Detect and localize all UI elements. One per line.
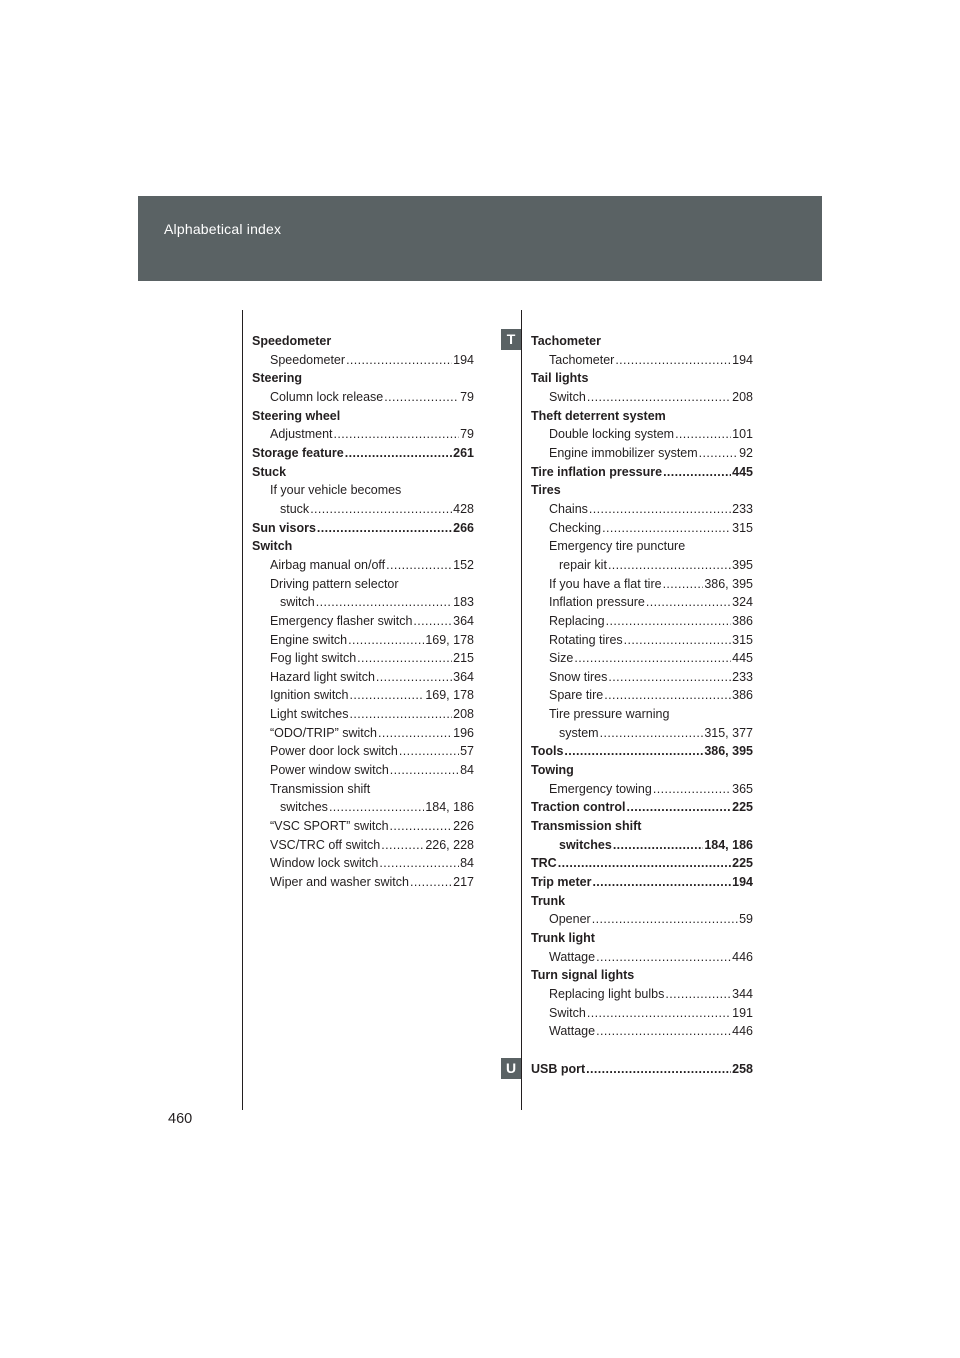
dot-leader: [600, 724, 704, 743]
index-entry-term: Airbag manual on/off: [270, 557, 386, 572]
index-entry-term: Double locking system: [549, 427, 675, 442]
index-entry-page: 57: [460, 744, 474, 759]
index-entry-term: Speedometer: [252, 334, 332, 348]
index-entry: [252, 742, 474, 761]
index-entry-page: 324: [732, 595, 753, 610]
index-entry: [252, 500, 474, 519]
index-entry: [531, 537, 753, 556]
index-entry: [531, 481, 753, 500]
section-gap: [531, 1041, 753, 1060]
index-entry-page: 79: [460, 427, 474, 442]
index-entry: [252, 444, 474, 463]
index-entry: [252, 369, 474, 388]
index-entry: [252, 649, 474, 668]
index-entry: [531, 444, 753, 463]
index-entry: [252, 463, 474, 482]
index-entry-term: Sun visors: [252, 520, 316, 535]
index-entry-term: Transmission shift: [531, 819, 642, 834]
index-entry-term: Power door lock switch: [270, 744, 398, 759]
index-entry: [531, 500, 753, 519]
index-entry-term: Tire pressure warning: [549, 707, 670, 722]
letter-tab-u: U: [501, 1058, 521, 1079]
dot-leader: [699, 444, 738, 463]
dot-leader: [348, 631, 424, 650]
index-entry-page: 395: [732, 557, 753, 572]
index-entry: [252, 836, 474, 855]
index-entry-page: 446: [732, 1024, 753, 1039]
dot-leader: [564, 742, 703, 761]
index-entry-page: 152: [453, 557, 474, 572]
index-entry-term: Adjustment: [270, 427, 333, 442]
index-entry: [531, 892, 753, 911]
index-entry: [531, 929, 753, 948]
dot-leader: [334, 425, 460, 444]
index-entry: [252, 668, 474, 687]
index-entry: [252, 631, 474, 650]
index-entry-page: 225: [732, 856, 753, 871]
index-entry: [252, 593, 474, 612]
index-entry-term: Inflation pressure: [549, 595, 645, 610]
index-entry-page: 365: [732, 781, 753, 796]
index-entry: [252, 724, 474, 743]
index-entry: [252, 556, 474, 575]
index-entry: [531, 798, 753, 817]
index-entry-term: “VSC SPORT” switch: [270, 819, 389, 834]
index-entry-term: Engine switch: [270, 632, 348, 647]
index-entry: [531, 1060, 753, 1079]
dot-leader: [626, 798, 731, 817]
dot-leader: [357, 649, 452, 668]
index-entry-term: If your vehicle becomes: [270, 483, 402, 498]
index-entry: [531, 817, 753, 836]
index-entry: [252, 575, 474, 594]
index-entry: [531, 425, 753, 444]
index-entry-term: Rotating tires: [549, 632, 623, 647]
index-entry-term: Driving pattern selector: [270, 576, 399, 591]
index-entry-page: 194: [732, 875, 753, 890]
index-entry-term: Column lock release: [270, 389, 384, 404]
index-entry-page: 428: [453, 501, 474, 516]
index-entry-term: Chains: [549, 501, 588, 516]
dot-leader: [574, 649, 731, 668]
index-entry-term: Tires: [531, 483, 561, 498]
index-entry: [531, 1022, 753, 1041]
right-column-rule: [521, 310, 522, 1110]
index-entry-term: Opener: [549, 912, 591, 927]
index-entry-page: 84: [460, 763, 474, 778]
index-entry-page: 261: [453, 445, 474, 460]
index-entry-term: If you have a flat tire: [549, 576, 662, 591]
index-entry-page: 315, 377: [704, 725, 753, 740]
index-entry: [531, 463, 753, 482]
index-entry-page: 184, 186: [425, 800, 474, 815]
index-entry-term: Power window switch: [270, 763, 389, 778]
index-entry-term: Fog light switch: [270, 651, 357, 666]
index-entry-term: Wiper and washer switch: [270, 875, 409, 890]
index-entry-term: Replacing: [549, 613, 605, 628]
index-entry: [531, 1004, 753, 1023]
section-title: Alphabetical index: [164, 221, 282, 237]
index-entry-page: 386, 395: [704, 576, 753, 591]
dot-leader: [589, 500, 731, 519]
dot-leader: [381, 836, 424, 855]
index-entry-term: switch: [280, 595, 315, 610]
dot-leader: [663, 575, 704, 594]
index-entry-term: Stuck: [252, 464, 287, 479]
index-entry-term: Switch: [252, 539, 293, 554]
index-entry-term: Towing: [531, 763, 574, 778]
dot-leader: [665, 985, 731, 1004]
index-entry-term: Transmission shift: [270, 781, 371, 796]
dot-leader: [606, 612, 732, 631]
index-entry-term: TRC: [531, 856, 557, 871]
index-entry-term: stuck: [280, 501, 310, 516]
index-entry-page: 191: [732, 1005, 753, 1020]
index-entry-term: Wattage: [549, 949, 596, 964]
index-entry-term: Theft deterrent system: [531, 408, 666, 423]
index-entry-term: Size: [549, 651, 574, 666]
index-entry: [531, 593, 753, 612]
index-entry-page: 258: [732, 1061, 753, 1076]
index-entry-page: 101: [732, 427, 753, 442]
index-entry-page: 169, 178: [425, 632, 474, 647]
index-entry: [252, 519, 474, 538]
index-entry-term: Steering: [252, 371, 303, 386]
index-entry: [252, 817, 474, 836]
index-entry: [252, 425, 474, 444]
index-entry-page: 215: [453, 651, 474, 666]
index-entry-term: “ODO/TRIP” switch: [270, 725, 377, 740]
index-entry-page: 194: [732, 352, 753, 367]
index-entry-page: 364: [453, 613, 474, 628]
index-entry: [531, 407, 753, 426]
index-entry: [531, 780, 753, 799]
index-entry-page: 226, 228: [425, 837, 474, 852]
dot-leader: [399, 742, 459, 761]
index-entry: [252, 388, 474, 407]
dot-leader: [558, 854, 731, 873]
dot-leader: [376, 668, 452, 687]
index-entry-term: Emergency towing: [549, 781, 652, 796]
index-entry-page: 233: [732, 669, 753, 684]
dot-leader: [329, 798, 424, 817]
index-entry-page: 233: [732, 501, 753, 516]
index-entry-term: Switch: [549, 1005, 586, 1020]
index-entry-term: Emergency flasher switch: [270, 613, 413, 628]
index-entry: [531, 649, 753, 668]
index-entry: [531, 948, 753, 967]
index-entry-page: 386: [732, 613, 753, 628]
index-entry-term: Tire inflation pressure: [531, 464, 663, 479]
index-entry: [531, 351, 753, 370]
index-entry: [531, 836, 753, 855]
index-entry: [252, 351, 474, 370]
index-entry: [252, 332, 474, 351]
index-entry-page: 445: [732, 651, 753, 666]
index-entry: [252, 780, 474, 799]
index-entry: [531, 761, 753, 780]
index-entry-term: repair kit: [559, 557, 607, 572]
index-entry: [531, 388, 753, 407]
index-entry-page: 315: [732, 632, 753, 647]
dot-leader: [345, 444, 452, 463]
index-entry: [531, 612, 753, 631]
index-entry-term: Spare tire: [549, 688, 604, 703]
index-entry-page: 184, 186: [704, 837, 753, 852]
index-entry-term: Tachometer: [549, 352, 615, 367]
index-entry: [252, 798, 474, 817]
index-entry: [252, 761, 474, 780]
dot-leader: [346, 351, 452, 370]
index-entry-page: 445: [732, 464, 753, 479]
index-entry: [252, 686, 474, 705]
dot-leader: [350, 686, 425, 705]
index-entry-term: Engine immobilizer system: [549, 445, 698, 460]
index-entry-page: 225: [732, 800, 753, 815]
index-entry-term: Trunk: [531, 893, 566, 908]
dot-leader: [386, 556, 452, 575]
index-entry-term: Switch: [549, 389, 586, 404]
index-entry-page: 344: [732, 986, 753, 1001]
index-entry: [531, 985, 753, 1004]
index-entry: [531, 332, 753, 351]
index-entry-term: Wattage: [549, 1024, 596, 1039]
dot-leader: [384, 388, 459, 407]
index-entry-page: 386: [732, 688, 753, 703]
index-entry: [252, 481, 474, 500]
index-entry: [252, 873, 474, 892]
index-entry-term: Trunk light: [531, 931, 595, 945]
index-entry: [531, 910, 753, 929]
index-column-right: [531, 332, 753, 1079]
letter-tab-t: T: [501, 329, 521, 350]
dot-leader: [675, 425, 731, 444]
dot-leader: [310, 500, 452, 519]
index-entry-term: USB port: [531, 1061, 586, 1076]
index-entry-term: Speedometer: [270, 352, 346, 367]
index-entry-term: VSC/TRC off switch: [270, 837, 381, 852]
index-entry-page: 92: [739, 445, 753, 460]
dot-leader: [608, 556, 731, 575]
index-entry-term: Traction control: [531, 800, 626, 815]
index-entry-term: Tachometer: [531, 334, 601, 348]
dot-leader: [587, 1004, 731, 1023]
index-entry-term: Steering wheel: [252, 408, 341, 423]
dot-leader: [413, 612, 452, 631]
dot-leader: [596, 948, 731, 967]
dot-leader: [653, 780, 731, 799]
index-column-left: [252, 332, 474, 892]
dot-leader: [410, 873, 452, 892]
index-entry: [252, 705, 474, 724]
index-entry: [252, 537, 474, 556]
index-entry: [531, 873, 753, 892]
index-entry-page: 364: [453, 669, 474, 684]
index-entry: [531, 369, 753, 388]
index-entry-page: 315: [732, 520, 753, 535]
index-entry: [531, 519, 753, 538]
dot-leader: [592, 910, 738, 929]
index-entry: [531, 854, 753, 873]
dot-leader: [317, 519, 452, 538]
index-entry-page: 266: [453, 520, 474, 535]
index-entry-page: 446: [732, 949, 753, 964]
index-entry: [531, 631, 753, 650]
header-band: [138, 196, 822, 281]
index-entry: [531, 556, 753, 575]
index-entry: [252, 407, 474, 426]
page-number: 460: [168, 1111, 193, 1127]
left-column-rule: [242, 310, 243, 1110]
index-entry-term: Replacing light bulbs: [549, 986, 665, 1001]
dot-leader: [604, 686, 731, 705]
dot-leader: [592, 873, 731, 892]
index-entry-page: 196: [453, 725, 474, 740]
index-entry-page: 194: [453, 352, 474, 367]
index-entry-term: Turn signal lights: [531, 968, 635, 983]
index-entry-term: Tail lights: [531, 371, 589, 386]
dot-leader: [379, 854, 459, 873]
dot-leader: [316, 593, 452, 612]
index-entry: [531, 575, 753, 594]
index-entry-term: Checking: [549, 520, 602, 535]
index-entry-page: 386, 395: [704, 744, 753, 759]
dot-leader: [586, 1060, 731, 1079]
index-entry-term: Trip meter: [531, 875, 592, 890]
dot-leader: [350, 705, 453, 724]
index-entry-page: 183: [453, 595, 474, 610]
index-entry-term: Window lock switch: [270, 856, 379, 871]
index-entry-page: 208: [453, 707, 474, 722]
index-entry-term: switches: [280, 800, 328, 815]
index-entry-term: Emergency tire puncture: [549, 539, 686, 554]
index-entry: [531, 705, 753, 724]
index-entry-page: 84: [460, 856, 474, 871]
dot-leader: [663, 463, 731, 482]
dot-leader: [602, 519, 731, 538]
dot-leader: [624, 631, 731, 650]
index-entry-page: 208: [732, 389, 753, 404]
dot-leader: [608, 668, 731, 687]
index-entry-term: switches: [559, 837, 612, 852]
index-entry-page: 169, 178: [425, 688, 474, 703]
index-entry-term: Ignition switch: [270, 688, 349, 703]
dot-leader: [390, 817, 453, 836]
index-entry: [531, 724, 753, 743]
index-entry-term: Tools: [531, 744, 564, 759]
index-entry-page: 226: [453, 819, 474, 834]
index-entry: [252, 854, 474, 873]
dot-leader: [613, 836, 704, 855]
index-entry-page: 79: [460, 389, 474, 404]
index-entry-term: Storage feature: [252, 445, 344, 460]
index-entry: [531, 686, 753, 705]
index-entry-term: system: [559, 725, 599, 740]
dot-leader: [615, 351, 731, 370]
index-entry: [531, 966, 753, 985]
dot-leader: [378, 724, 452, 743]
index-entry: [531, 668, 753, 687]
dot-leader: [596, 1022, 731, 1041]
dot-leader: [587, 388, 731, 407]
index-entry-term: Snow tires: [549, 669, 608, 684]
index-entry-page: 59: [739, 912, 753, 927]
index-entry-term: Light switches: [270, 707, 349, 722]
index-entry: [252, 612, 474, 631]
index-entry-page: 217: [453, 875, 474, 890]
dot-leader: [390, 761, 459, 780]
index-entry-term: Hazard light switch: [270, 669, 375, 684]
dot-leader: [646, 593, 731, 612]
index-entry: [531, 742, 753, 761]
